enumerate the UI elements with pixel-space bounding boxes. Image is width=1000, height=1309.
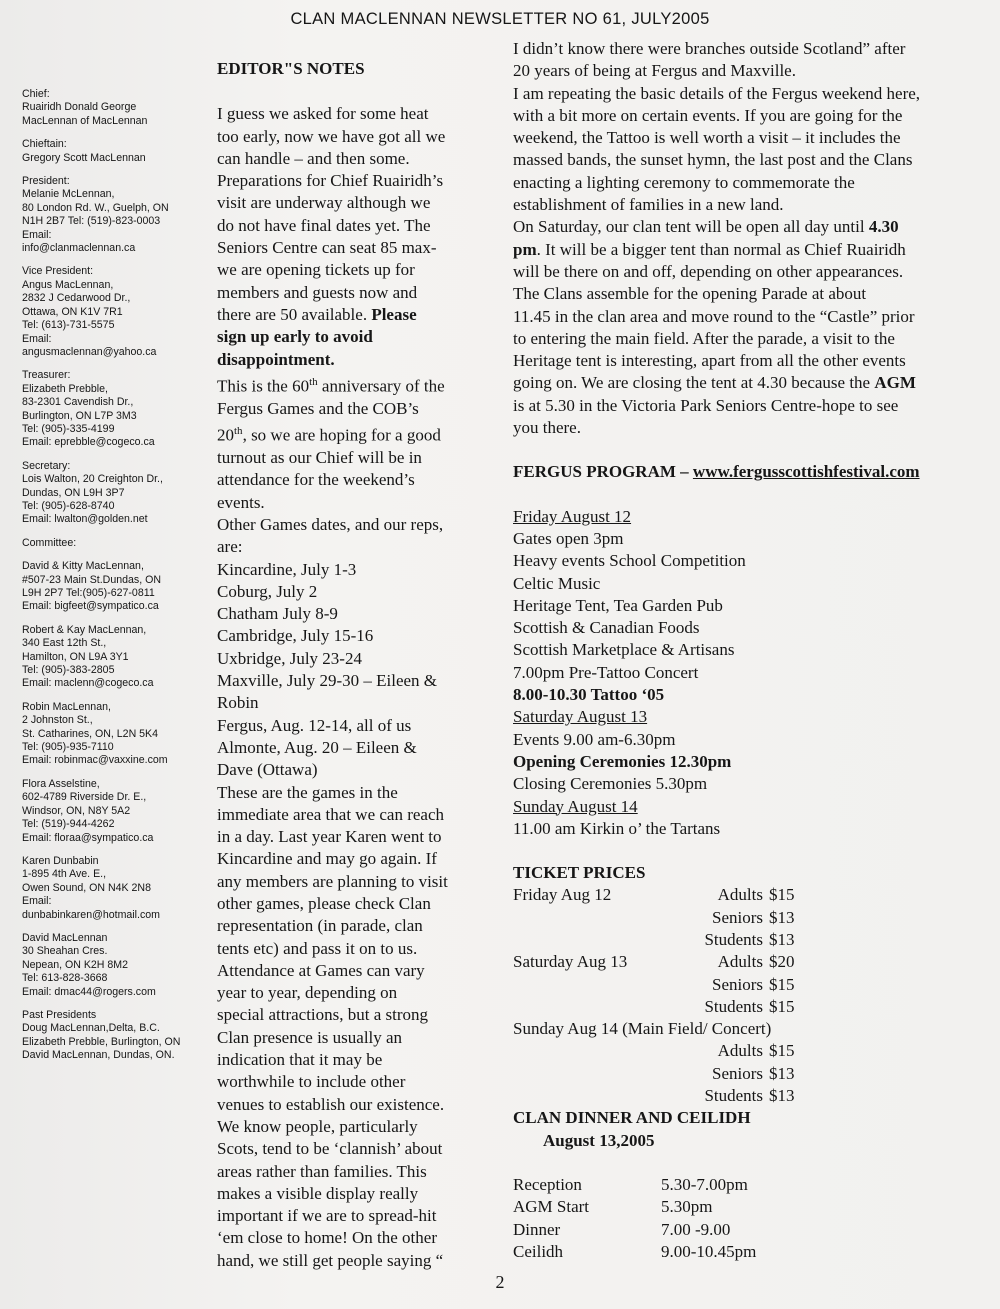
text-fragment: 20 [217,425,234,445]
cob-line [217,420,502,447]
text-fragment: FERGUS PROGRAM – [513,462,693,482]
officer-block [22,265,212,359]
text-fragment: going on. We are closing the tent at 4.30 because the [513,373,875,393]
text-line: immediate area that we can reach [217,804,445,824]
officer-block [22,778,212,845]
officer-detail: 340 East 12th St., [22,637,107,650]
ticket-day-spacer [513,1063,671,1085]
ticket-prices-heading: TICKET PRICES [513,863,646,883]
page-number: 2 [495,1272,505,1292]
program-item: Celtic Music [513,573,601,593]
officer-block [22,1009,212,1063]
officer-detail: Windsor, ON, N8Y 5A2 [22,804,131,817]
officer-detail: Burlington, ON L7P 3M3 [22,409,137,422]
text-line: Fergus Games and the COB’s [217,398,419,418]
ticket-price: $15 [769,996,795,1016]
signup-bold: sign up early to avoid [217,327,373,347]
officer-detail: St. Catharines, ON, L2N 5K4 [22,727,159,740]
ticket-prices-table [513,884,993,1018]
text-line: will be there on and off, depending on other appearances. [513,261,904,281]
bold-time: pm [513,239,537,259]
program-item: Scottish & Canadian Foods [513,618,700,638]
text-fragment: This is the 60 [217,376,310,396]
text-line: Robin [217,693,259,713]
text-line: Preparations for Chief Ruairidh’s [217,171,444,191]
newsletter-header: CLAN MACLENNAN NEWSLETTER NO 61, JULY2005 [290,10,710,28]
text-line: representation (in parade, clan [217,916,423,936]
text-line: enacting a lighting ceremony to commemorate the [513,172,855,192]
ticket-price: $15 [769,885,795,905]
ticket-price: $15 [769,974,795,994]
officer-block [22,855,212,922]
officer-role: Chieftain: [22,138,67,151]
program-item: 7.00pm Pre-Tattoo Concert [513,662,699,682]
text-line: can handle – and then some. [217,148,410,168]
officer-detail: 2 Johnston St., [22,714,93,727]
text-line: tents etc) and pass it on to us. [217,938,418,958]
officer-detail: info@clanmaclennan.ca [22,242,136,255]
schedule-time: 5.30-7.00pm [661,1174,748,1194]
officer-detail: Doug MacLennan,Delta, B.C. [22,1022,160,1035]
ticket-row [513,1040,993,1062]
officer-block [22,138,212,165]
ticket-row [513,1063,993,1085]
text-line: I didn’t know there were branches outside Scotland” after [513,39,906,58]
program-item: Scottish Marketplace & Artisans [513,640,735,660]
saturday-line-2 [513,239,993,261]
text-line: do not have final dates yet. The [217,215,431,235]
text-line: Seniors Centre can seat 85 max- [217,238,437,258]
schedule-time: 7.00 -9.00 [661,1219,731,1239]
text-line: Dave (Ottawa) [217,760,318,780]
officer-detail: 80 London Rd. W., Guelph, ON [22,201,169,214]
schedule-row [513,1241,993,1263]
text-line: massed bands, the sunset hymn, the last post and the Clans [513,150,913,170]
ticket-price: $13 [769,1063,795,1083]
text-line: with a bit more on certain events. If you are going for the [513,105,903,125]
text-line: ‘em close to home! On the other [217,1228,437,1248]
schedule-item: AGM Start [513,1197,590,1217]
text-line: Coburg, July 2 [217,581,318,601]
ticket-type: Students [704,996,763,1016]
parade-info [513,261,993,372]
officer-block [22,701,212,768]
officer-detail: Elizabeth Prebble, Burlington, ON [22,1035,181,1048]
officer-role: Past Presidents [22,1008,97,1021]
ticket-row [513,974,993,996]
officer-detail: Tel: (905)-935-7110 [22,741,114,754]
officer-detail: Hamilton, ON L9A 3Y1 [22,650,129,663]
text-fragment: there are 50 available. [217,304,368,324]
ticket-type: Adults [717,885,763,905]
text-line [217,304,502,326]
officer-role: Committee: [22,536,77,549]
ticket-row [513,884,993,906]
text-line: Clan presence is usually an [217,1027,403,1047]
schedule-row [513,1174,993,1196]
ticket-day [513,996,671,1018]
schedule-item: Reception [513,1174,582,1194]
text-line: important if we are to spread-hit [217,1206,437,1226]
officer-role: Flora Asselstine, [22,777,100,790]
editors-notes-body [217,447,502,1272]
text-line: any members are planning to visit [217,871,448,891]
text-fragment: , so we are hoping for a good [242,425,441,445]
officer-detail: Email: maclenn@cogeco.ca [22,677,154,690]
agm-bold: AGM [874,373,916,393]
text-line: establishment of families in a new land. [513,195,784,215]
text-line: Heritage tent is interesting, apart from all the other events [513,351,906,371]
text-line: I guess we asked for some heat [217,104,429,124]
ticket-price: $20 [769,952,795,972]
text-line: Fergus, Aug. 12-14, all of us [217,715,412,735]
text-line: other games, please check Clan [217,894,431,913]
friday-heading: Friday August 12 [513,506,632,526]
ticket-day: Friday Aug 12 [513,885,612,905]
text-line: to entering the main field. After the parade, a visit to the [513,328,895,348]
superscript: th [309,375,318,388]
officer-detail: Email: [22,228,52,241]
text-line: special attractions, but a strong [217,1005,429,1025]
officer-detail: Gregory Scott MacLennan [22,151,146,164]
officer-block [22,624,212,691]
text-line: are: [217,537,243,557]
ticket-price: $13 [769,1086,795,1106]
editors-notes-column [217,58,502,1272]
dinner-date: August 13,2005 [543,1130,655,1150]
ticket-day [513,907,671,929]
text-line: too early, now we have got all we [217,126,446,146]
festival-link[interactable]: www.fergusscottishfestival.com [692,462,920,482]
text-line: Kincardine and may go again. If [217,849,437,869]
officer-role: Vice President: [22,265,94,278]
officer-detail: N1H 2B7 Tel: (519)-823-0003 [22,215,161,228]
officer-detail: Owen Sound, ON N4K 2N8 [22,881,151,894]
superscript: th [234,425,243,438]
schedule-item: Ceilidh [513,1241,564,1261]
officer-role: Treasurer: [22,369,71,382]
text-line: Almonte, Aug. 20 – Eileen & [217,737,417,757]
officer-detail: #507-23 Main St.Dundas, ON [22,573,161,586]
fergus-column [513,38,993,1263]
officer-detail: Email: [22,332,52,345]
officer-role: Chief: [22,88,50,100]
text-line: members and guests now and [217,282,418,302]
opening-ceremonies: Opening Ceremonies 12.30pm [513,751,732,771]
ticket-type: Seniors [712,974,763,994]
ticket-row [513,1085,993,1107]
text-line: Chatham July 8-9 [217,604,338,624]
officer-role: Karen Dunbabin [22,854,99,867]
anniversary-line [217,371,502,398]
editors-notes-heading: EDITOR"S NOTES [217,59,365,78]
officer-role: David & Kitty MacLennan, [22,560,144,573]
dinner-schedule [513,1174,993,1263]
officer-detail: Tel: (905)-383-2805 [22,664,115,677]
text-line: we are opening tickets up for [217,260,415,280]
text-line: weekend, the Tattoo is well worth a visit – it includes the [513,128,901,148]
text-line: turnout as our Chief will be in [217,448,422,468]
text-line: areas rather than families. This [217,1161,427,1181]
text-line: events. [217,492,265,512]
officer-detail: 1-895 4th Ave. E., [22,868,107,881]
officer-block [22,175,212,255]
officer-block [22,560,212,614]
disappointment-bold: disappointment. [217,349,335,369]
officer-detail: Dundas, ON L9H 3P7 [22,486,125,499]
tattoo-line: 8.00-10.30 Tattoo ‘05 [513,685,665,705]
officer-detail: angusmaclennan@yahoo.ca [22,345,157,358]
editors-notes-intro [217,103,502,304]
ticket-type: Students [704,1086,763,1106]
ticket-price: $13 [769,929,795,949]
text-fragment: anniversary of the [317,376,445,396]
officer-detail: Tel: (905)-335-4199 [22,422,115,435]
text-line: visit are underway although we [217,193,431,213]
ticket-row [513,907,993,929]
text-line: 11.45 in the clan area and move round to the “Castle” prior [513,306,915,326]
fergus-program-heading [513,461,993,483]
ticket-type: Seniors [712,907,763,927]
officer-role: David MacLennan [22,931,108,944]
sunday-heading: Sunday August 14 [513,796,638,816]
officer-detail: Email: eprebble@cogeco.ca [22,436,155,449]
officer-detail: L9H 2P7 Tel:(905)-627-0811 [22,587,155,599]
ticket-row [513,951,993,973]
sunday-ticket-line: Sunday Aug 14 (Main Field/ Concert) [513,1019,772,1039]
ticket-price: $15 [769,1041,795,1061]
text-line: is at 5.30 in the Victoria Park Seniors Centre-hope to see [513,395,899,415]
sunday-item: 11.00 am Kirkin o’ the Tartans [513,818,721,838]
officer-detail: 602-4789 Riverside Dr. E., [22,791,147,804]
ticket-type: Seniors [712,1063,763,1083]
saturday-line [513,216,993,238]
ticket-day [513,974,671,996]
text-fragment: On Saturday, our clan tent will be open all day until [513,217,869,237]
officer-detail: Lois Walton, 20 Creighton Dr., [22,473,163,486]
program-item: Heavy events School Competition [513,551,746,571]
text-line: hand, we still get people saying “ [217,1250,444,1270]
friday-items [513,528,993,684]
text-line: makes a visible display really [217,1183,419,1203]
text-line: worthwhile to include other [217,1072,406,1092]
officer-role: Secretary: [22,459,71,472]
officer-detail: MacLennan of MacLennan [22,114,148,127]
schedule-time: 9.00-10.45pm [661,1241,757,1261]
text-line: Other Games dates, and our reps, [217,514,444,534]
schedule-time: 5.30pm [661,1197,713,1217]
officer-role: Robin MacLennan, [22,700,111,713]
text-line: 20 years of being at Fergus and Maxville. [513,61,796,81]
text-line: Maxville, July 29-30 – Eileen & [217,671,438,691]
officer-detail: Email: [22,895,52,908]
text-line: attendance for the weekend’s [217,470,415,490]
officer-detail: Email: floraa@sympatico.ca [22,831,154,844]
text-line: We know people, particularly [217,1116,418,1136]
officer-detail: Tel: 613-828-3668 [22,972,108,985]
ticket-day-spacer [513,1040,671,1062]
officer-role: Robert & Kay MacLennan, [22,623,147,636]
closing-ceremonies: Closing Ceremonies 5.30pm [513,774,708,794]
officer-detail: Email: lwalton@golden.net [22,513,148,526]
officer-block [22,932,212,999]
sunday-ticket-prices [513,1040,993,1107]
text-line: I am repeating the basic details of the Fergus weekend here, [513,83,921,103]
officer-block [22,369,212,449]
officer-detail: Ruairidh Donald George [22,101,137,114]
officer-detail: David MacLennan, Dundas, ON. [22,1049,175,1062]
dinner-heading: CLAN DINNER AND CEILIDH [513,1108,751,1128]
agm-line [513,372,993,394]
text-line: Attendance at Games can vary [217,960,425,980]
officer-detail: 83-2301 Cavendish Dr., [22,396,134,409]
officer-detail: Tel: (519)-944-4262 [22,818,115,831]
text-line: year to year, depending on [217,983,398,1003]
officer-detail: dunbabinkaren@hotmail.com [22,908,160,921]
program-item: Gates open 3pm [513,528,624,548]
officer-block [22,537,212,550]
ticket-row [513,929,993,951]
text-line: in a day. Last year Karen went to [217,827,442,847]
officer-detail: Angus MacLennan, [22,278,114,291]
text-line: indication that it may be [217,1050,383,1070]
ticket-day: Saturday Aug 13 [513,952,628,972]
officer-block [22,460,212,527]
schedule-item: Dinner [513,1219,561,1239]
officer-detail: Elizabeth Prebble, [22,382,108,395]
officer-detail: Tel: (613)-731-5575 [22,319,115,332]
schedule-row [513,1196,993,1218]
officer-detail: Melanie McLennan, [22,188,115,201]
ticket-type: Adults [717,1041,763,1061]
ticket-day [513,929,671,951]
officer-detail: Email: bigfeet@sympatico.ca [22,600,159,613]
officer-detail: Nepean, ON K2H 8M2 [22,958,128,971]
text-line: Cambridge, July 15-16 [217,626,374,646]
text-line: The Clans assemble for the opening Parade at about [513,284,867,304]
program-item: Heritage Tent, Tea Garden Pub [513,595,723,615]
officer-block [22,88,212,128]
schedule-row [513,1219,993,1241]
ticket-day-spacer [513,1085,671,1107]
officer-detail: 2832 J Cedarwood Dr., [22,292,131,305]
officer-detail: Email: dmac44@rogers.com [22,985,156,998]
officer-role: President: [22,175,70,188]
officer-directory [22,88,212,1073]
text-line: you there. [513,418,581,438]
please-bold: Please [371,304,417,324]
officer-detail: Tel: (905)-628-8740 [22,499,115,512]
ticket-type: Adults [717,952,763,972]
ticket-price: $13 [769,907,795,927]
fergus-intro [513,38,993,216]
text-fragment: . It will be a bigger tent than normal as Chief Ruairidh [536,239,906,259]
text-line: Uxbridge, July 23-24 [217,648,362,668]
ticket-type: Students [704,929,763,949]
officer-detail: 30 Sheahan Cres. [22,945,108,958]
text-line: Kincardine, July 1-3 [217,559,357,579]
text-line: Scots, tend to be ‘clannish’ about [217,1139,443,1159]
officer-detail: Email: robinmac@vaxxine.com [22,754,168,767]
saturday-heading: Saturday August 13 [513,707,648,727]
ticket-row [513,996,993,1018]
text-line: venues to establish our existence. [217,1094,445,1114]
text-line: These are the games in the [217,782,398,802]
officer-detail: Ottawa, ON K1V 7R1 [22,305,123,318]
saturday-events: Events 9.00 am-6.30pm [513,729,676,749]
bold-time: 4.30 [868,217,899,237]
